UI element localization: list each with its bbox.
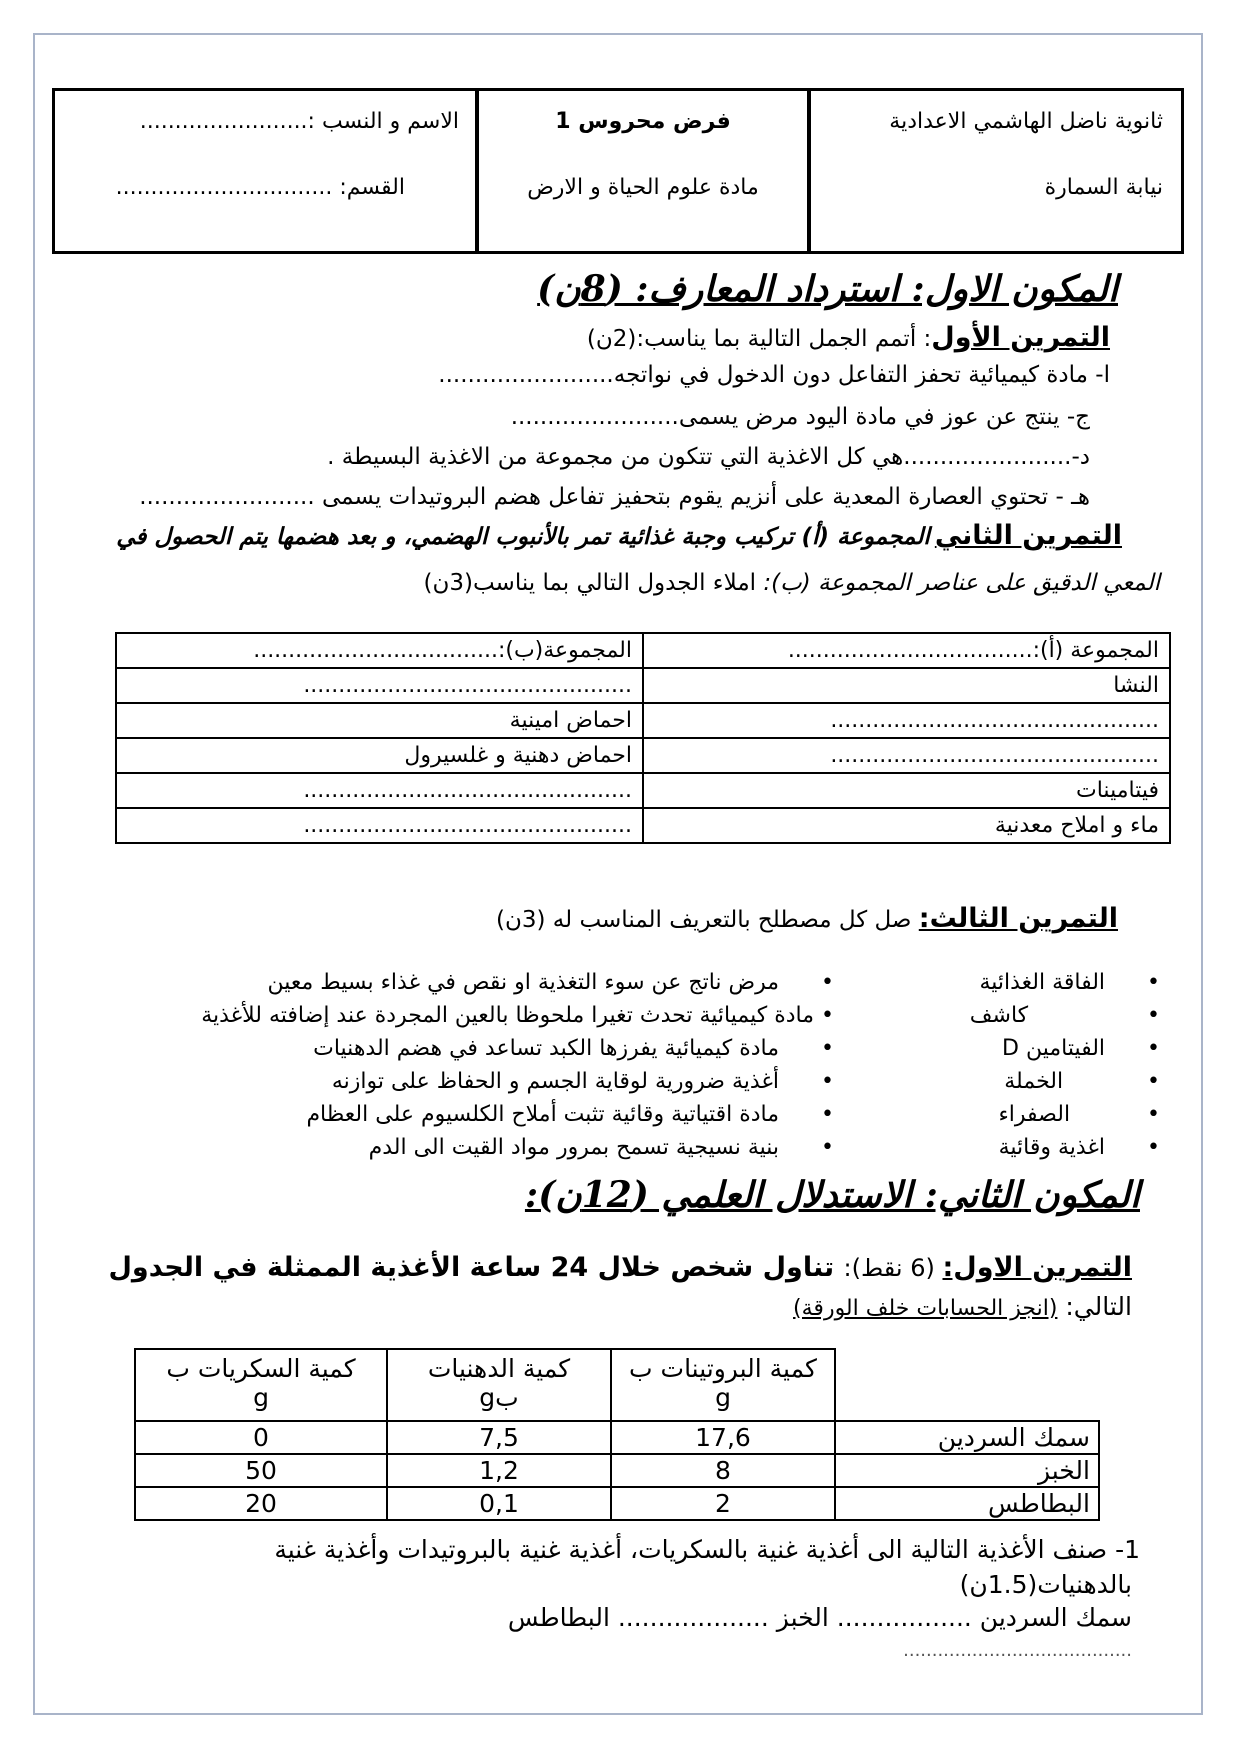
ex1-instruction: : أتمم الجمل التالية بما يناسب:(2ن) [586, 326, 932, 352]
term-item: • الخملة [1004, 1069, 1160, 1094]
header-school-cell [811, 91, 1181, 251]
table-cell: المجموعة(ب):................................... [116, 633, 643, 668]
ex2-line2-italic: المعي الدقيق على عناصر المجموعة (ب): [763, 570, 1160, 596]
ex2-table [115, 632, 1171, 844]
definition-item: • بنية نسيجية تسمح بمرور مواد القيت الى الدم [369, 1135, 834, 1160]
table-row [116, 773, 1170, 808]
ex2-line1: المجموعة (أ) تركيب وجبة غذائية تمر بالأنبوب الهضمي، و بعد هضمها يتم الحصول في [116, 524, 930, 550]
table-row [116, 668, 1170, 703]
table-cell: 17,6 [611, 1421, 835, 1454]
part2-title: المكون الثاني: الاستدلال العلمي (12ن): [524, 1174, 1140, 1216]
food-name: سمك السردين [835, 1421, 1099, 1454]
q1-answer-dots[interactable]: ........................................ [903, 1640, 1132, 1661]
table-cell: 0,1 [387, 1487, 611, 1520]
table-cell: ............................................... [116, 668, 643, 703]
definition-item: • مادة كيميائية يفرزها الكبد تساعد في هضم الدهنيات [313, 1036, 834, 1061]
name-field[interactable]: الاسم و النسب :........................ [139, 109, 459, 134]
ex2-line2-rest: املاء الجدول التالي بما يناسب(3ن) [423, 570, 764, 596]
table-cell: المجموعة (أ):................................... [643, 633, 1170, 668]
ex3-heading [496, 903, 1118, 934]
p2-ex1-line1: التمرين الاول: (6 نقط): تناول شخص خلال 24 ساعة الأغذية الممثلة في الجدول [108, 1252, 1132, 1283]
bullet-icon [1147, 1036, 1160, 1061]
ex3-title: التمرين الثالث: [918, 903, 1118, 934]
bullet-icon [821, 1135, 834, 1160]
table-header-cell: كمية الدهنيات بg [387, 1349, 611, 1421]
term-item: • اغذية وقائية [999, 1135, 1160, 1160]
definition-item: • مادة كيميائية تحدث تغيرا ملحوظا بالعين المجردة عند إضافته للأغذية [201, 1003, 834, 1028]
subject-name: مادة علوم الحياة و الارض [527, 175, 759, 200]
table-cell: 8 [611, 1454, 835, 1487]
header-box [52, 88, 1184, 254]
table-cell-empty [835, 1349, 1099, 1421]
bullet-icon [821, 1036, 834, 1061]
definition-item: • مادة اقتياتية وقائية تثبت أملاح الكلسيوم على العظام [306, 1102, 834, 1127]
table-header-cell: كمية البروتينات ب g [611, 1349, 835, 1421]
table-cell: احماض دهنية و غلسيرول [116, 738, 643, 773]
ex1-line-h: هـ - تحتوي العصارة المعدية على أنزيم يقوم بتحفيز تفاعل هضم البروتيدات يسمى ........................ [139, 484, 1090, 510]
ex1-line-c: ج- ينتج عن عوز في مادة اليود مرض يسمى....................... [510, 404, 1090, 430]
table-row [116, 633, 1170, 668]
table-cell: 0 [135, 1421, 387, 1454]
directorate-name: نيابة السمارة [1044, 175, 1163, 200]
table-cell: ............................................... [116, 808, 643, 843]
table-cell: 7,5 [387, 1421, 611, 1454]
school-name: ثانوية ناضل الهاشمي الاعدادية [889, 109, 1163, 134]
table-row [135, 1454, 1099, 1487]
table-row [135, 1421, 1099, 1454]
exam-title: فرض محروس 1 [555, 109, 731, 134]
q1-answer-line[interactable]: سمك السردين ................. الخبز ................... البطاطس [507, 1603, 1132, 1632]
ex1-line-d: د-.......................هي كل الاغذية التي تتكون من مجموعة من الاغذية البسيطة . [327, 444, 1090, 470]
table-cell: ............................................... [643, 738, 1170, 773]
table-row [116, 703, 1170, 738]
part1-title: المكون الاول: استرداد المعارف: (8ن) [537, 268, 1118, 310]
term-item: • الفاقة الغذائية [979, 970, 1160, 995]
bullet-icon [821, 970, 834, 995]
table-cell: 1,2 [387, 1454, 611, 1487]
table-row [116, 808, 1170, 843]
header-student-cell [55, 91, 475, 251]
q1-line1: 1- صنف الأغذية التالية الى أغذية غنية بالسكريات، أغذية غنية بالبروتيدات وأغذية غنية [274, 1535, 1140, 1564]
table-row [135, 1487, 1099, 1520]
ex3-instruction: صل كل مصطلح بالتعريف المناسب له (3ن) [496, 907, 919, 933]
header-exam-cell [475, 91, 811, 251]
table-cell: 50 [135, 1454, 387, 1487]
ex1-line-a: ا- مادة كيميائية تحفز التفاعل دون الدخول في نواتجه........................ [438, 362, 1110, 388]
food-name: الخبز [835, 1454, 1099, 1487]
ex2-line2 [423, 570, 1160, 596]
table-cell: ماء و املاح معدنية [643, 808, 1170, 843]
p2-ex1-note: (انجز الحسابات خلف الورقة) [793, 1296, 1058, 1321]
definition-item: • أغذية ضرورية لوقاية الجسم و الحفاظ على توازنه [332, 1069, 834, 1094]
term-item: • الصفراء [998, 1102, 1160, 1127]
table-cell: 20 [135, 1487, 387, 1520]
table-header-row [135, 1349, 1099, 1421]
p2-ex1-title: التمرين الاول: [942, 1252, 1132, 1283]
ex1-heading [587, 322, 1110, 353]
bullet-icon [821, 1003, 834, 1028]
ex2-title: التمرين الثاني [934, 520, 1122, 551]
definition-item: • مرض ناتج عن سوء التغذية او نقص في غذاء بسيط معين [268, 970, 834, 995]
term-item: • كاشف [970, 1003, 1160, 1028]
bullet-icon [1147, 1135, 1160, 1160]
table-cell: ............................................... [643, 703, 1170, 738]
table-cell: احماض امينية [116, 703, 643, 738]
table-cell: النشا [643, 668, 1170, 703]
table-cell: فيتامينات [643, 773, 1170, 808]
bullet-icon [1147, 970, 1160, 995]
class-field[interactable]: القسم: ............................... [115, 175, 405, 200]
ex2-heading [116, 520, 1122, 551]
table-row [116, 738, 1170, 773]
bullet-icon [1147, 1003, 1160, 1028]
foods-table [134, 1348, 1100, 1521]
food-name: البطاطس [835, 1487, 1099, 1520]
table-cell: 2 [611, 1487, 835, 1520]
table-cell: ............................................... [116, 773, 643, 808]
bullet-icon [1147, 1102, 1160, 1127]
term-item: • الفيتامين D [1002, 1036, 1160, 1061]
bullet-icon [821, 1102, 834, 1127]
bullet-icon [1147, 1069, 1160, 1094]
table-header-cell: كمية السكريات ب g [135, 1349, 387, 1421]
p2-ex1-line2: التالي: (انجز الحسابات خلف الورقة) [793, 1292, 1132, 1321]
q1-line2: بالدهنيات(1.5ن) [959, 1570, 1132, 1599]
bullet-icon [821, 1069, 834, 1094]
ex1-title: التمرين الأول [931, 322, 1110, 353]
